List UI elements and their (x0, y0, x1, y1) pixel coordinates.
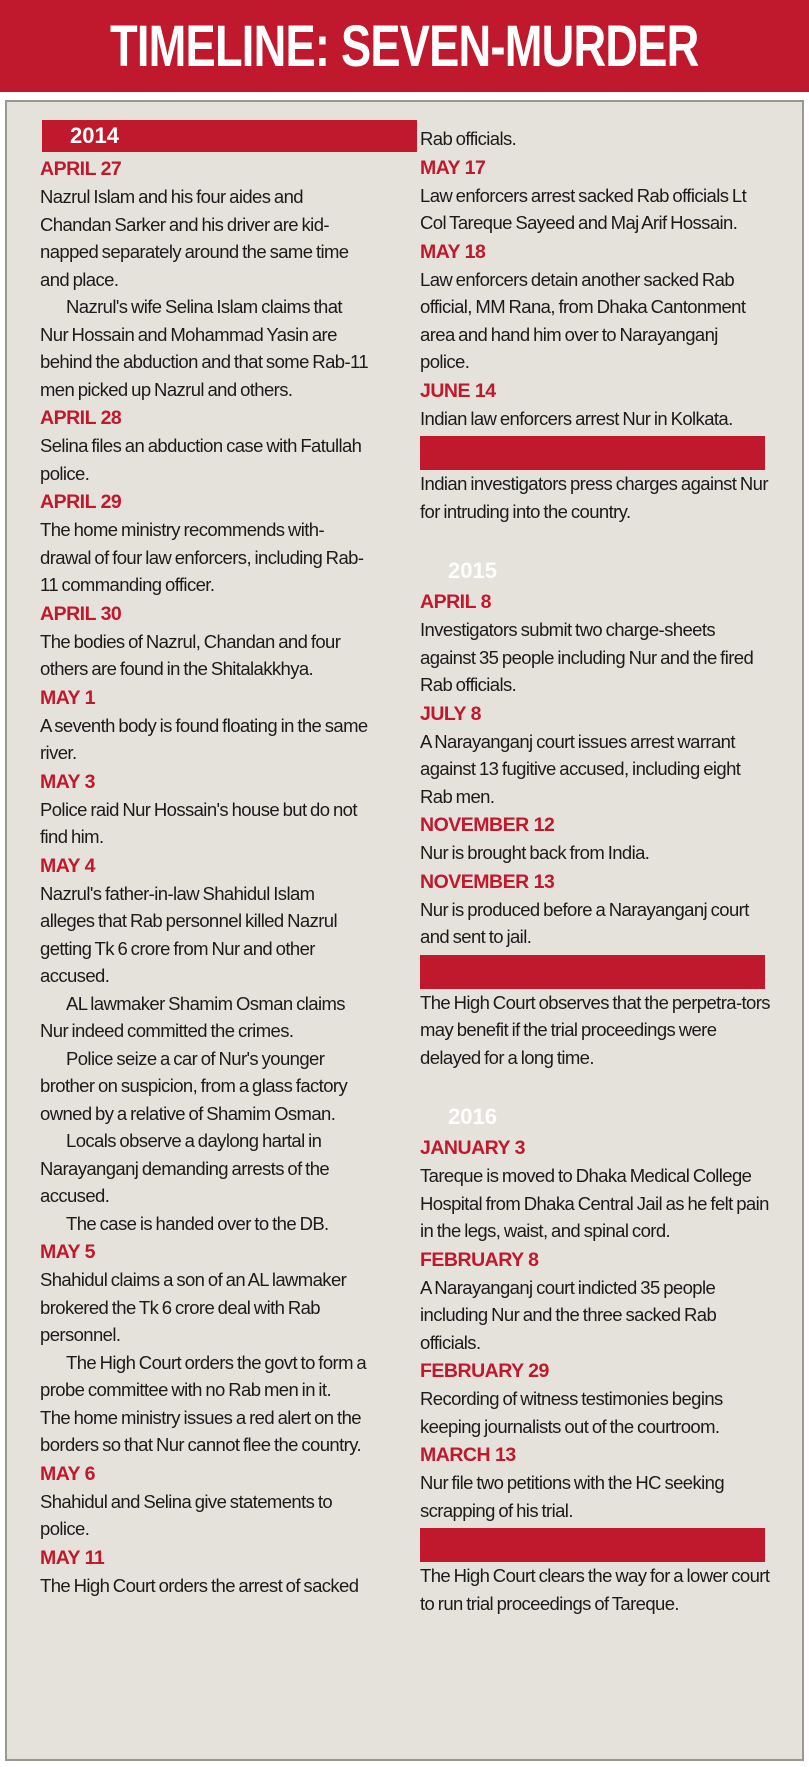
year-2015-label: 2015 (448, 558, 497, 583)
entry-text: Nazrul Islam and his four aides and Chandan Sarker and his driver are kid-napped separately around the same time and place. (40, 186, 349, 290)
continuation-text: Rab officials. (420, 128, 517, 149)
entry-may-18 (420, 239, 770, 376)
entry-april-8 (420, 589, 770, 699)
redacted-date-bar (420, 1528, 765, 1562)
entry-date: MAY 18 (420, 240, 486, 263)
entry-text: Nur file two petitions with the HC seeking scrapping of his trial. (420, 1472, 725, 1521)
entry-february-29 (420, 1358, 770, 1440)
left-column (40, 120, 370, 1599)
entry-text: The High Court orders the arrest of sacked (40, 1574, 359, 1596)
entry-january-3 (420, 1135, 770, 1245)
entry-text: Nur is brought back from India. (420, 842, 650, 863)
entry-date: APRIL 28 (40, 407, 122, 429)
entry-may-3 (40, 769, 370, 851)
entry-may-1 (40, 685, 370, 767)
entry-july-8 (420, 701, 770, 811)
entry-date: FEBRUARY 29 (420, 1360, 549, 1382)
entry-november-12 (420, 812, 770, 867)
entry-text: Nazrul's wife Selina Islam claims that Nur Hossain and Mohammad Yasin are behind the abduction and that some Rab-11 men picked up Nazrul and others. (40, 296, 369, 400)
entry-date: NOVEMBER 13 (420, 870, 555, 893)
entry-date: NOVEMBER 12 (420, 814, 555, 836)
entry-text: The bodies of Nazrul, Chandan and four others are found in the Shitalakkhya. (40, 630, 341, 679)
entry-text: Locals observe a daylong hartal in Narayanganj demanding arrests of the accused. (40, 1130, 330, 1206)
entry-may-17 (420, 155, 770, 237)
entry-text: A Narayanganj court indicted 35 people including Nur and the three sacked Rab officials. (420, 1276, 717, 1353)
entry-text: Nur is produced before a Narayanganj court and sent to jail. (420, 898, 749, 947)
entry-november-13 (420, 869, 770, 951)
entry-text: Shahidul and Selina give statements to police. (40, 1490, 333, 1539)
entry-date: APRIL 27 (40, 158, 122, 180)
entry-may-4 (40, 853, 370, 1238)
entry-may-6 (40, 1461, 370, 1543)
entry-text: Tareque is moved to Dhaka Medical College Hospital from Dhaka Central Jail as he felt pain in the legs, waist, and spinal cord. (420, 1165, 769, 1241)
redacted-date-bar (420, 955, 765, 989)
year-2014-bar: 2014 (42, 120, 417, 152)
entry-april-29 (40, 489, 370, 599)
entry-text: The High Court clears the way for a lower court to run trial proceedings of Tareque. (420, 1565, 770, 1614)
entry-text: Police raid Nur Hossain's house but do not find him. (40, 798, 357, 847)
entry-april-27 (40, 156, 370, 403)
entry-text: Selina files an abduction case with Fatullah police. (40, 435, 362, 484)
entry-date: MARCH 13 (420, 1444, 516, 1466)
entry-date: APRIL 8 (420, 591, 491, 613)
entry-april-28 (40, 405, 370, 487)
entry-date: APRIL 30 (40, 602, 122, 625)
entry-text: A seventh body is found floating in the same river. (40, 714, 368, 763)
entry-date: JUNE 14 (420, 379, 496, 402)
entry-may-5 (40, 1239, 370, 1459)
year-2016-label: 2016 (448, 1104, 497, 1129)
entry-date: MAY 11 (40, 1546, 105, 1569)
entry-text: AL lawmaker Shamim Osman claims Nur indeed committed the crimes. (40, 992, 345, 1041)
entry-date: FEBRUARY 8 (420, 1248, 539, 1271)
entry-text: Investigators submit two charge-sheets against 35 people including Nur and the fired Rab officials. (420, 619, 754, 695)
banner (0, 0, 809, 92)
entry-june-14 (420, 378, 770, 433)
entry-date: JULY 8 (420, 702, 481, 725)
entry-text: Law enforcers arrest sacked Rab officials Lt Col Tareque Sayeed and Maj Arif Hossain. (420, 184, 747, 233)
entry-may-11 (40, 1545, 370, 1600)
entry-march-13 (420, 1442, 770, 1524)
entry-date: MAY 17 (420, 156, 486, 179)
entry-text: Indian investigators press charges against Nur for intruding into the country. (420, 473, 768, 522)
entry-text: The High Court orders the govt to form a probe committee with no Rab men in it. (40, 1351, 367, 1400)
entry-text: Recording of witness testimonies begins keeping journalists out of the courtroom. (420, 1388, 723, 1437)
entry-text: Shahidul claims a son of an AL lawmaker brokered the Tk 6 crore deal with Rab personnel. (40, 1269, 347, 1345)
entry-date: MAY 4 (40, 854, 95, 877)
spacer (420, 525, 770, 555)
entry-text: Police seize a car of Nur's younger brother on suspicion, from a glass factory owned by a relative of Shamim Osman. (40, 1047, 348, 1124)
entry-text: The High Court observes that the perpetra-tors may benefit if the trial proceedings were delayed for a long time. (420, 991, 770, 1068)
entry-date: MAY 6 (40, 1462, 95, 1485)
entry-text: Nazrul's father-in-law Shahidul Islam alleges that Rab personnel killed Nazrul getting Tk 6 crore from Nur and other accused. (40, 882, 337, 986)
right-column (420, 125, 770, 1617)
redacted-date-bar (420, 436, 765, 470)
entry-date: MAY 3 (40, 770, 95, 793)
entry-text: Law enforcers detain another sacked Rab official, MM Rana, from Dhaka Cantonment area and hand him over to Narayanganj police. (420, 268, 746, 372)
entry-text: The case is handed over to the DB. (66, 1212, 329, 1234)
entry-date: APRIL 29 (40, 491, 122, 513)
entry-text: The home ministry issues a red alert on the borders so that Nur cannot flee the country. (40, 1406, 362, 1455)
entry-date: MAY 1 (40, 686, 95, 709)
entry-april-30 (40, 601, 370, 683)
entry-text: The home ministry recommends with-drawal of four law enforcers, including Rab-11 commanding officer. (40, 519, 364, 595)
entry-date: JANUARY 3 (420, 1137, 525, 1159)
entry-text: A Narayanganj court issues arrest warrant against 13 fugitive accused, including eight Rab men. (420, 730, 741, 807)
entry-february-8 (420, 1247, 770, 1357)
spacer (420, 1071, 770, 1101)
entry-text: Indian law enforcers arrest Nur in Kolkata. (420, 407, 733, 429)
page-title: TIMELINE: SEVEN-MURDER (110, 13, 699, 79)
entry-date: MAY 5 (40, 1241, 95, 1263)
